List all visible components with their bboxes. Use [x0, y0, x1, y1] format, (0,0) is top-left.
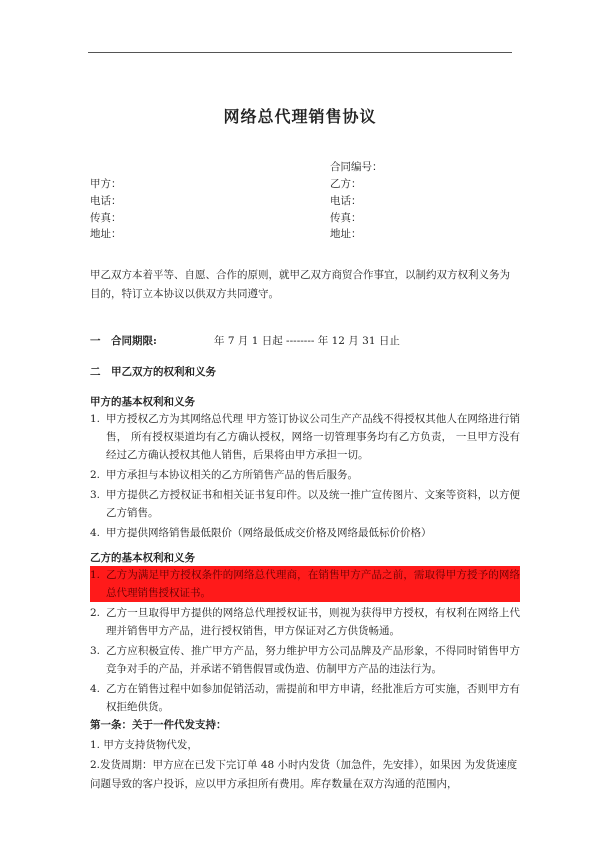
party-b-name-label: 乙方：: [330, 178, 362, 190]
list-item-text: 甲方提供乙方授权证书和相关证书复印件。以及统一推广宣传图片、文案等资料，以方便乙方销售。: [106, 489, 520, 519]
party-b-fax-label: 传真：: [330, 212, 362, 224]
article-1-line-2: 2.发货周期：甲方应在已发下完订单 48 小时内发货（加急件，先安排），如果因 为发货速度问题导致的客户投诉，应以甲方承担所有费用。库存数量在双方沟通的范围内，: [90, 759, 518, 790]
contract-period: 年 7 月 1 日起 -------- 年 12 月 31 日止: [214, 335, 400, 347]
list-item-text: 甲方授权乙方为其网络总代理 甲方签订协议公司生产产品线不得授权其他人在网络进行销售， 所有授权渠道均有乙方确认授权，网络一切管理事务均有乙方负责， 一旦甲方没有经过乙方确认授权其他人销售，后果将由甲方承担一切。: [106, 413, 520, 461]
article-1-heading: 第一条：关于一件代发支持：: [90, 719, 227, 731]
list-item-number: 3.: [90, 645, 101, 657]
list-item-number: 2.: [90, 469, 101, 481]
list-item-number: 2.: [90, 607, 101, 619]
list-item-text: 乙方一旦取得甲方提供的网络总代理授权证书，则视为获得甲方授权，有权利在网络上代理并销售甲方产品，进行授权销售，甲方保证对乙方供货畅通。: [106, 607, 520, 637]
party-a-name-label: 甲方：: [90, 178, 122, 190]
party-a-duties-list: [90, 410, 520, 544]
list-item: [90, 566, 520, 602]
party-a-address-label: 地址：: [90, 228, 122, 240]
list-item-text: 乙方应积极宣传、推广甲方产品，努力维护甲方公司品牌及产品形象，不得同时销售甲方竞争对手的产品，并承诺不销售假冒或伪造、仿制甲方产品的违法行为。: [106, 645, 520, 675]
list-item: [90, 642, 520, 678]
list-item-text: 乙方为满足甲方授权条件的网络总代理商，在销售甲方产品之前，需取得甲方授予的网络总代理销售授权证书。: [106, 566, 520, 602]
party-b-address-label: 地址：: [330, 228, 362, 240]
list-item-number: 3.: [90, 489, 101, 501]
section-1-label: 一 合同期限:: [90, 335, 157, 347]
article-1-line-1: 1. 甲方支持货物代发，: [90, 739, 198, 751]
list-item: [90, 486, 520, 522]
list-item-number: 4.: [90, 527, 101, 539]
contract-number-label: 合同编号：: [330, 161, 383, 173]
party-b-duties-heading: 乙方的基本权利和义务: [90, 552, 195, 564]
party-b-phone-label: 电话：: [330, 195, 362, 207]
header-rule: [88, 52, 512, 53]
intro-paragraph: 甲乙双方本着平等、自愿、合作的原则，就甲乙双方商贸合作事宜，以制约双方权利义务为目的，特订立本协议以供双方共同遵守。: [90, 269, 510, 300]
page-title: 网络总代理销售协议: [223, 107, 377, 126]
list-item: [90, 680, 520, 716]
list-item-number: 1.: [90, 413, 101, 425]
list-item: [90, 410, 520, 464]
list-item-number: 1.: [90, 566, 106, 602]
list-item: [90, 524, 520, 542]
list-item-text: 乙方在销售过程中如参加促销活动，需提前和甲方申请，经批准后方可实施，否则甲方有权拒绝供货。: [106, 683, 520, 713]
list-item-number: 4.: [90, 683, 101, 695]
list-item: [90, 604, 520, 640]
section-2-label: 二 甲乙双方的权利和义务: [90, 366, 216, 378]
party-a-duties-heading: 甲方的基本权利和义务: [90, 396, 195, 408]
list-item-text: 甲方承担与本协议相关的乙方所销售产品的售后服务。: [106, 469, 358, 481]
party-a-fax-label: 传真：: [90, 212, 122, 224]
list-item-text: 甲方提供网络销售最低限价（网络最低成交价格及网络最低标价价格）: [106, 527, 432, 539]
list-item: [90, 466, 520, 484]
party-a-phone-label: 电话：: [90, 195, 122, 207]
party-b-duties-list: [90, 566, 520, 718]
